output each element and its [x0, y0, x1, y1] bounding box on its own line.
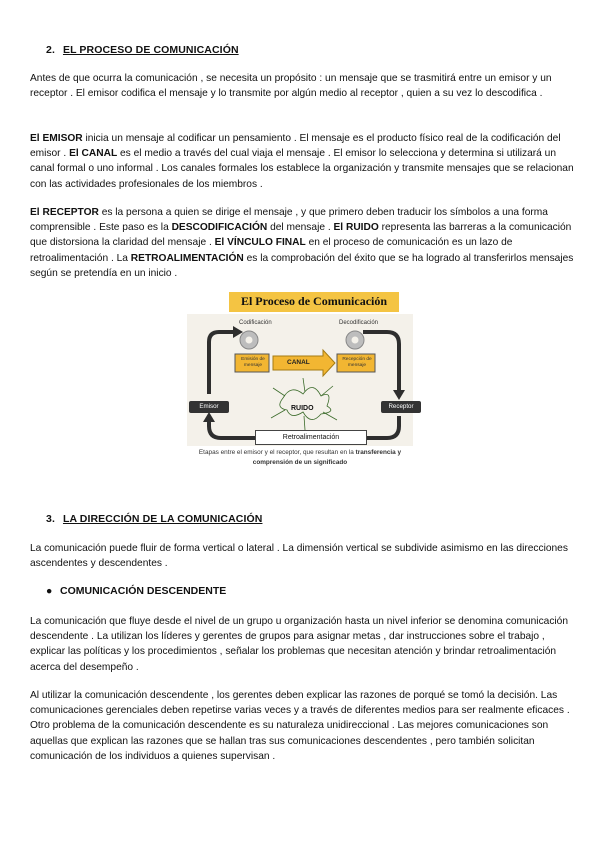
emisor-term: El EMISOR — [30, 133, 83, 144]
section-3-heading — [46, 513, 262, 525]
descendente-paragraph-1: La comunicación que fluye desde el nivel de un grupo u organización hasta un nivel inferior se denomina comunicación descendente . La utilizan los líderes y gerentes de grupos para asignar metas , dar instrucciones sobre el trabajo , explicar las políticas y los procedimientos , señalar los problemas que necesitan atención y brindar retroalimentación acerca del desempeño . — [30, 616, 569, 673]
loop-arrow-bottom-head — [203, 412, 215, 422]
canal-term: El CANAL — [69, 148, 118, 160]
retroalimentacion-box: Retroalimentación — [255, 430, 367, 445]
section-2-number: 2. — [46, 44, 55, 56]
receptor-text-3: representa las barreras a la comunicación que distorsiona la claridad del mensaje . — [30, 222, 572, 249]
gear-icon-right-hub — [352, 337, 359, 344]
section-3-intro: La comunicación puede fluir de forma vertical o lateral . La dimensión vertical se subdivide asimismo en las direcciones ascendentes y descendentes . — [30, 543, 568, 570]
communication-process-diagram — [187, 292, 413, 487]
emisor-text-1: inicia un mensaje al codificar un pensamiento . El mensaje es el producto físico real de la codificación del emisor . — [30, 133, 561, 160]
ruido-scribbles — [271, 378, 337, 430]
retroalimentacion-term: RETROALIMENTACIÓN — [130, 252, 244, 264]
section-3-title: LA DIRECCIÓN DE LA COMUNICACIÓN — [62, 513, 263, 525]
receptor-box: Receptor — [381, 401, 421, 413]
recepcion-label: Recepción de mensaje — [342, 357, 372, 368]
caption-text: Etapas entre el emisor y el receptor, que resultan en la — [198, 449, 356, 456]
gear-icon-left-hub — [246, 337, 253, 344]
section-2-title: EL PROCESO DE COMUNICACIÓN — [62, 44, 239, 56]
receptor-term: El RECEPTOR — [30, 207, 99, 218]
ruido-label: RUIDO — [291, 405, 314, 412]
loop-arrow-left — [209, 332, 233, 394]
bullet-dot-icon: ● — [46, 585, 53, 597]
bullet-title: COMUNICACIÓN DESCENDENTE — [60, 585, 227, 597]
canal-label: CANAL — [287, 359, 310, 366]
diagram-title: El Proceso de Comunicación — [240, 294, 388, 308]
decodificacion-label: Decodificación — [339, 320, 379, 326]
emision-label: Emisión de mensaje — [241, 357, 265, 368]
vinculo-final-term: El VÍNCULO FINAL — [214, 237, 306, 249]
emisor-paragraph — [30, 131, 575, 192]
caption-bold-1: transferencia y — [355, 449, 402, 456]
receptor-paragraph — [30, 205, 575, 281]
section-2-heading — [46, 44, 239, 56]
diagram-caption — [165, 448, 435, 468]
caption-bold-2: comprensión de un significado — [252, 459, 348, 466]
receptor-text-2: del mensaje . — [267, 222, 334, 234]
descodificacion-term: DESCODIFICACIÓN — [171, 222, 268, 234]
receptor-text-5: es la comprobación del éxito que se ha logrado al transferirlos mensajes según se pretendía en un inicio . — [30, 252, 574, 279]
loop-arrow-right-head — [393, 390, 405, 400]
receptor-text-4: en el proceso de comunicación es un lazo de retroalimentación . La — [30, 237, 513, 264]
receptor-text-1: es la persona a quien se dirige el mensaje , y que primero deben traducir los símbolos a una forma comprensible . Este paso es la — [30, 207, 548, 234]
ruido-term: El RUIDO — [333, 222, 379, 234]
section-2-intro: Antes de que ocurra la comunicación , se necesita un propósito : un mensaje que se trasmitirá entre un emisor y un receptor . El emisor codifica el mensaje y lo transmite por algún medio al receptor , quien a su vez lo descodifica . — [30, 73, 552, 100]
diagram-graphics — [187, 314, 413, 446]
emisor-box: Emisor — [189, 401, 229, 413]
bullet-comunicacion-descendente — [46, 585, 226, 597]
descendente-paragraph-2: Al utilizar la comunicación descendente , los gerentes deben explicar las razones de porqué se tomó la decisión. Las comunicaciones gerenciales deben repetirse varias veces y a través de diferentes medios para ser realmente eficaces . Otro problema de la comunicación descendente es su naturaleza unidireccional . Las mejores comunicaciones son aquellas que explican las razones que se hallan tras sus comunicaciones descendentes , pero también solicitan comunicación de los individuos a quienes supervisan . — [30, 690, 570, 762]
codificacion-label: Codificación — [239, 320, 272, 326]
section-3-number: 3. — [46, 513, 55, 525]
emisor-text-2: es el medio a través del cual viaja el mensaje . El emisor lo selecciona y determina si utilizará un canal formal o uno informal . Los canales formales los establece la organización y transmite mensajes que se relacionan con las actividades profesionales de los miembros . — [30, 148, 574, 190]
